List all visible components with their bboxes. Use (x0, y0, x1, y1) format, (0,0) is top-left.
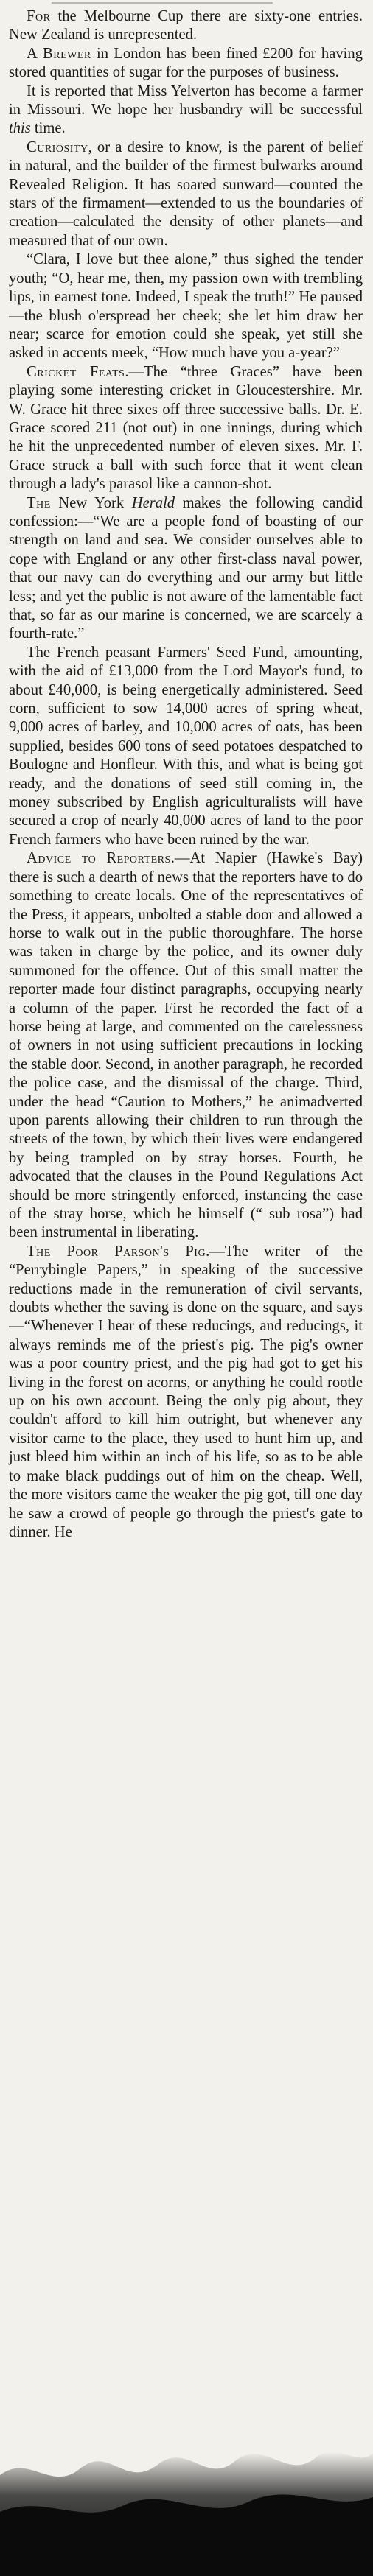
damaged-edge (0, 2424, 373, 2576)
paragraph-heading: Advice to Reporters (27, 850, 171, 867)
italic-word: Herald (131, 494, 175, 511)
paragraph-text: It is reported that Miss Yelverton has become a farmer in Missouri. We hope her husbandry will be successful (9, 83, 363, 119)
paragraph-heading: Cricket Feats (27, 363, 125, 380)
paragraph-text: in London has been fined £200 for having stored quantities of sugar for the purposes of business. (9, 45, 363, 81)
paragraph-text: The French peasant Farmers' Seed Fund, amounting, with the aid of £13,000 from the Lord Mayor's fund, to about £40,000, is being energetically administered. Seed corn, sufficient to sow 14,000 acres of spring wheat, 9,000 acres of barley, and 10,000 acres of oats, has been supplied, besides 600 tons of seed potatoes despatched to Boulogne and Honfleur. With this, and what is being got ready, and the donations of seed still coming in, the money subscribed by English agriculturalists will have secured a crop of nearly 40,000 acres of land to the poor French farmers who have been ruined by the war. (9, 644, 363, 848)
paragraph-brewer (9, 45, 363, 83)
paragraph-text: “Clara, I love but thee alone,” thus sighed the tender youth; “O, hear me, then, my passion own with trembling lips, in earnest tone. Indeed, I speak the truth!” He paused—the blush o'erspread her cheek; she let him draw her near; scarce for emotion could she speak, yet still she asked in accents meek, “How much have you a-year?” (9, 251, 363, 362)
paragraph-seed-fund (9, 644, 363, 849)
paragraph-text: , or a desire to know, is the parent of belief in natural, and the builder of the firmest bulwarks around Revealed Religion. It has soared sunward—counted the stars of the firmament—extended to us the boundaries of creation—calculated the density of other planets—and measured that of our own. (9, 138, 363, 249)
paragraph-tail: time. (30, 120, 66, 137)
paragraph-advice-to-reporters (9, 849, 363, 1243)
paragraph-text: .—The writer of the “Perrybingle Papers,” in speaking of the successive reductions made in the remuneration of civil servants, doubts whether the saving is done on the square, and says—“Whenever I hear of these reducings, and reducings, it always reminds me of the priest's pig. The pig's owner was a poor country priest, and the pig had got to get his living in the forest on acorns, or anything he could rootle up on his own account. Being the only pig about, they couldn't afford to kill him outright, but whenever any visitor came to the place, they used to hunt him up, and just bleed him within an inch of his life, so as to be able to make black puddings out of him on the cheap. Well, the more visitors came the weaker the pig got, till one day he saw a crowd of people go through the priest's gate to dinner. He (9, 1243, 363, 1540)
paragraph-text: New York (50, 494, 132, 511)
paragraph-heading: For (27, 8, 51, 24)
paragraph-poor-parsons-pig (9, 1243, 363, 1543)
paragraph-text: .—At Napier (Hawke's Bay) there is such a dearth of news that the reporters have to do something to create locals. One of the representatives of the Press, it appears, unbolted a stable door and allowed a horse to walk out in the public thoroughfare. The horse was taken in charge by the police, and its owner duly summoned for the offence. Out of this small matter the reporter made four distinct paragraphs, occupying nearly a column of the paper. First he recorded the fact of a horse being at large, and commented on the carelessness of owners in not using sufficient precautions in locking the stable door. Second, in another paragraph, he recorded the police case, and the dismissal of the charge. Third, under the head “Caution to Mothers,” he animadverted upon parents allowing their children to run through the streets of the town, by which their lives were endangered by being trampled on by stray horses. Fourth, he advocated that the clauses in the Pound Regulations Act should be more stringently enforced, instancing the case of the stray horse, which he himself (“ sub rosa”) had been instrumental in liberating. (9, 850, 363, 1241)
paragraph-melbourne-cup (9, 7, 363, 45)
paragraph-text: the Melbourne Cup there are sixty-one entries. New Zealand is unrepresented. (9, 8, 363, 43)
paragraph-heading: The Poor Parson's Pig (27, 1243, 206, 1260)
paragraph-heading: A Brewer (27, 45, 91, 62)
paragraph-heading: Curiosity (27, 138, 88, 155)
paragraph-new-york-herald (9, 494, 363, 644)
paragraph-curiosity (9, 138, 363, 250)
text-column (9, 7, 363, 1542)
italic-word: this (9, 120, 31, 137)
paragraph-cricket-feats (9, 363, 363, 494)
top-rule (52, 2, 273, 4)
paragraph-clara (9, 250, 363, 362)
paragraph-yelverton (9, 83, 363, 138)
paragraph-text: .—The “three Graces” have been playing some interesting cricket in Gloucestershire. Mr. W. Grace hit three sixes off three successive balls. Dr. E. Grace scored 211 (not out) in one innings, during which he hit the unprecedented number of eleven sixes. Mr. F. Grace struck a ball with such force that it went clean through a lady's parasol like a cannon-shot. (9, 363, 363, 493)
paragraph-heading: The (27, 494, 51, 511)
paragraph-tail: makes the following candid confession:—“We are a people fond of boasting of our strength on land and sea. We consider ourselves able to cope with England or any other first-class naval power, that our navy can do everything and our army but little less; and yet the public is not aware of the lamentable fact that, so far as our marine is concerned, we are scarcely a fourth-rate.” (9, 494, 363, 642)
